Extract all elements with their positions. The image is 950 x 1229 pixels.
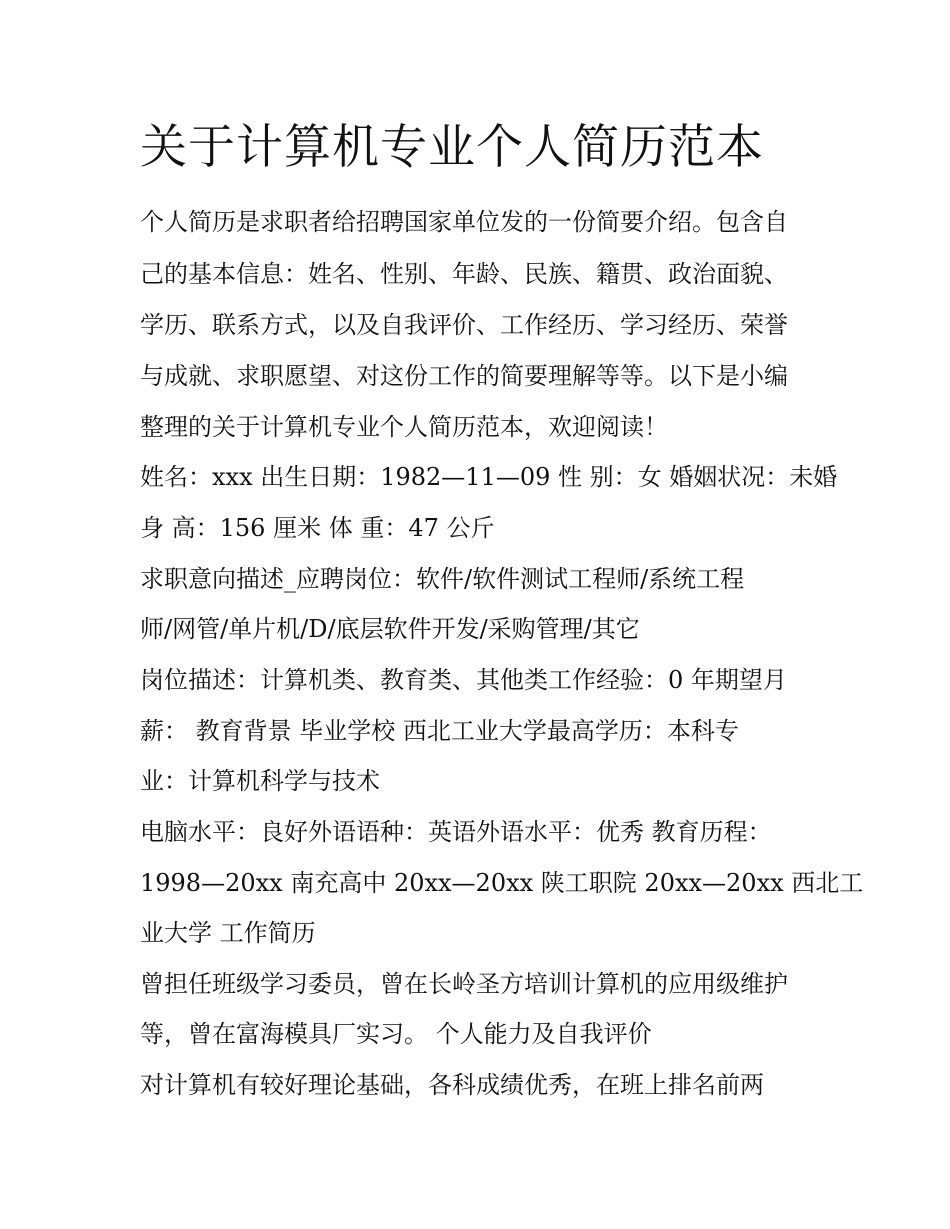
body-line: 对计算机有较好理论基础，各科成绩优秀，在班上排名前两 (140, 1071, 764, 1099)
body-line: 岗位描述：计算机类、教育类、其他类工作经验：0 年期望月 (140, 666, 787, 694)
body-line: 1998—20xx 南充高中 20xx—20xx 陕工职院 20xx—20xx 西北工 (140, 869, 864, 897)
body-line: 个人简历是求职者给招聘国家单位发的一份简要介绍。包含自 (140, 208, 788, 236)
body-line: 等，曾在富海模具厂实习。 个人能力及自我评价 (140, 1020, 652, 1048)
document-title: 关于计算机专业个人简历范本 (140, 120, 764, 175)
body-line: 电脑水平：良好外语语种：英语外语水平：优秀 教育历程： (140, 818, 772, 846)
body-line: 姓名：xxx 出生日期：1982—11—09 性 别：女 婚姻状况：未婚 (140, 463, 838, 491)
body-line: 薪： 教育背景 毕业学校 西北工业大学最高学历：本科专 (140, 717, 739, 745)
body-line: 与成就、求职愿望、对这份工作的简要理解等等。以下是小编 (140, 362, 788, 390)
body-line: 求职意向描述_应聘岗位：软件/软件测试工程师/系统工程 (140, 565, 745, 593)
body-line: 业：计算机科学与技术 (140, 767, 380, 795)
body-line: 身 高：156 厘米 体 重：47 公斤 (140, 514, 495, 542)
body-line: 曾担任班级学习委员，曾在长岭圣方培训计算机的应用级维护 (140, 970, 788, 998)
body-line: 学历、联系方式，以及自我评价、工作经历、学习经历、荣誉 (140, 311, 788, 339)
body-line: 己的基本信息：姓名、性别、年龄、民族、籍贯、政治面貌、 (140, 260, 788, 288)
body-line: 整理的关于计算机专业个人简历范本，欢迎阅读！ (140, 413, 668, 441)
body-line: 师/网管/单片机/D/底层软件开发/采购管理/其它 (140, 615, 640, 643)
body-line: 业大学 工作简历 (140, 919, 316, 947)
